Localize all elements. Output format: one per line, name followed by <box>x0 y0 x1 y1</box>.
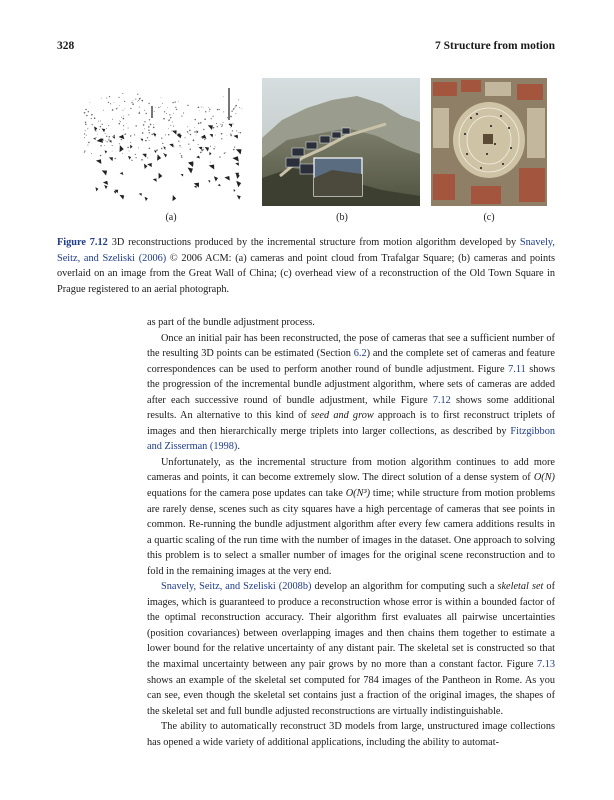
figure-caption <box>57 235 555 297</box>
figure-panel-c <box>431 78 547 206</box>
aerial-town-square-icon <box>431 78 547 206</box>
figure-ref-link[interactable]: 7.12 <box>432 394 451 406</box>
figure-label: Figure 7.12 <box>57 237 108 248</box>
citation-link[interactable]: Fitzgibbon and Zisserman (1998) <box>147 425 555 453</box>
panel-label-c: (c) <box>483 212 495 223</box>
text-span: approach is to first reconstruct triplets of images and then hierarchically merge triplets into larger collections, as described by <box>147 410 556 437</box>
chapter-title: 7 Structure from motion <box>435 40 555 52</box>
text-span: shows some additional results. An alternative to this kind of <box>147 394 555 422</box>
paragraph-5: The ability to automatically reconstruct 3D models from large, unstructured image collections has opened a wide variety of additional applications, including the ability to automat- <box>147 721 555 748</box>
caption-text-2: © 2006 ACM: (a) cameras and point cloud from Trafalgar Square; (b) cameras and points overlaid on an image from the Great Wall of China; (c) overhead view of a reconstruction of the Old Town Square in Prague registered to an aerial photograph. <box>57 252 555 295</box>
text-span: ) and the complete set of cameras and feature correspondences can be used to perform another round of bundle adjustment. Figure <box>147 348 555 375</box>
great-wall-image-icon <box>262 78 420 206</box>
text-span: time; while structure from motion problems are rarely dense, scenes such as city squares have a high percentage of cameras that see points in common. Re-running the bundle adjustment algorithm after every few camera additions results in a quartic scaling of the run time with the number of images in the dataset. One approach to solving this problem is to select a smaller number of images for the original scene reconstruction and to fold in the remaining images at the very end. <box>147 488 555 577</box>
sparse-point-cloud-icon <box>78 78 248 206</box>
section-ref-link[interactable]: 6.2 <box>353 348 367 360</box>
emphasized-term: seed and grow <box>310 410 374 422</box>
figure-panel-b <box>262 78 420 206</box>
figure-ref-link[interactable]: 7.11 <box>508 363 526 375</box>
math-expression: O(N) <box>533 472 555 484</box>
page-number: 328 <box>57 40 75 52</box>
paragraph-2 <box>147 331 555 455</box>
paragraph-3 <box>147 455 555 579</box>
text-span: shows the progression of the incremental bundle adjustment algorithm, where sets of cameras are added after each successive round of bundle adjustment, while Figure <box>147 363 556 406</box>
running-header <box>57 40 555 56</box>
caption-citation-link[interactable]: Snavely, Seitz, and Szeliski (2006) <box>57 237 555 264</box>
text-span: shows an example of the skeletal set computed for 784 images of the Pantheon in Rome. As you can see, even though the skeletal set contains just a fraction of the original images, the shapes of the skeletal set and full bundle adjusted reconstructions are virtually indistinguishable. <box>147 674 555 717</box>
math-expression: O(N³) <box>345 488 370 500</box>
figure-panel-a <box>78 78 248 206</box>
text-span: of images, which is guaranteed to produce a reconstruction whose error is within a bounded factor of the optimal reconstruction accuracy. Their algorithm first evaluates all pairwise uncertainties (position covariances) between overlapping images and then chains them together to estimate a lower bound for the relative uncertainty of any distant pair. The skeletal set is constructed so that the maximal uncertainty between any pair grows by no more than a constant factor. Figure <box>147 581 555 671</box>
text-span: Unfortunately, as the incremental structure from motion algorithm continues to add more cameras and points, it can become extremely slow. The direct solution of a dense system of <box>147 456 555 484</box>
citation-link[interactable]: Snavely, Seitz, and Szeliski (2008b) <box>161 581 312 593</box>
paragraph-4 <box>147 579 555 719</box>
emphasized-term: skeletal set <box>497 581 544 593</box>
text-span: . <box>237 441 240 453</box>
figure-ref-link[interactable]: 7.13 <box>536 659 555 671</box>
panel-label-a: (a) <box>165 212 177 223</box>
caption-text-1: 3D reconstructions produced by the incremental structure from motion algorithm developed by <box>111 237 520 248</box>
text-span: develop an algorithm for computing such a <box>311 581 498 593</box>
body-text <box>147 315 555 750</box>
text-span: Once an initial pair has been reconstructed, the pose of cameras that see a sufficient number of the resulting 3D points can be estimated (Section <box>147 332 555 360</box>
paragraph-1: as part of the bundle adjustment process. <box>147 317 315 328</box>
text-span: equations for the camera pose updates can take <box>147 488 346 500</box>
panel-label-b: (b) <box>336 212 348 223</box>
